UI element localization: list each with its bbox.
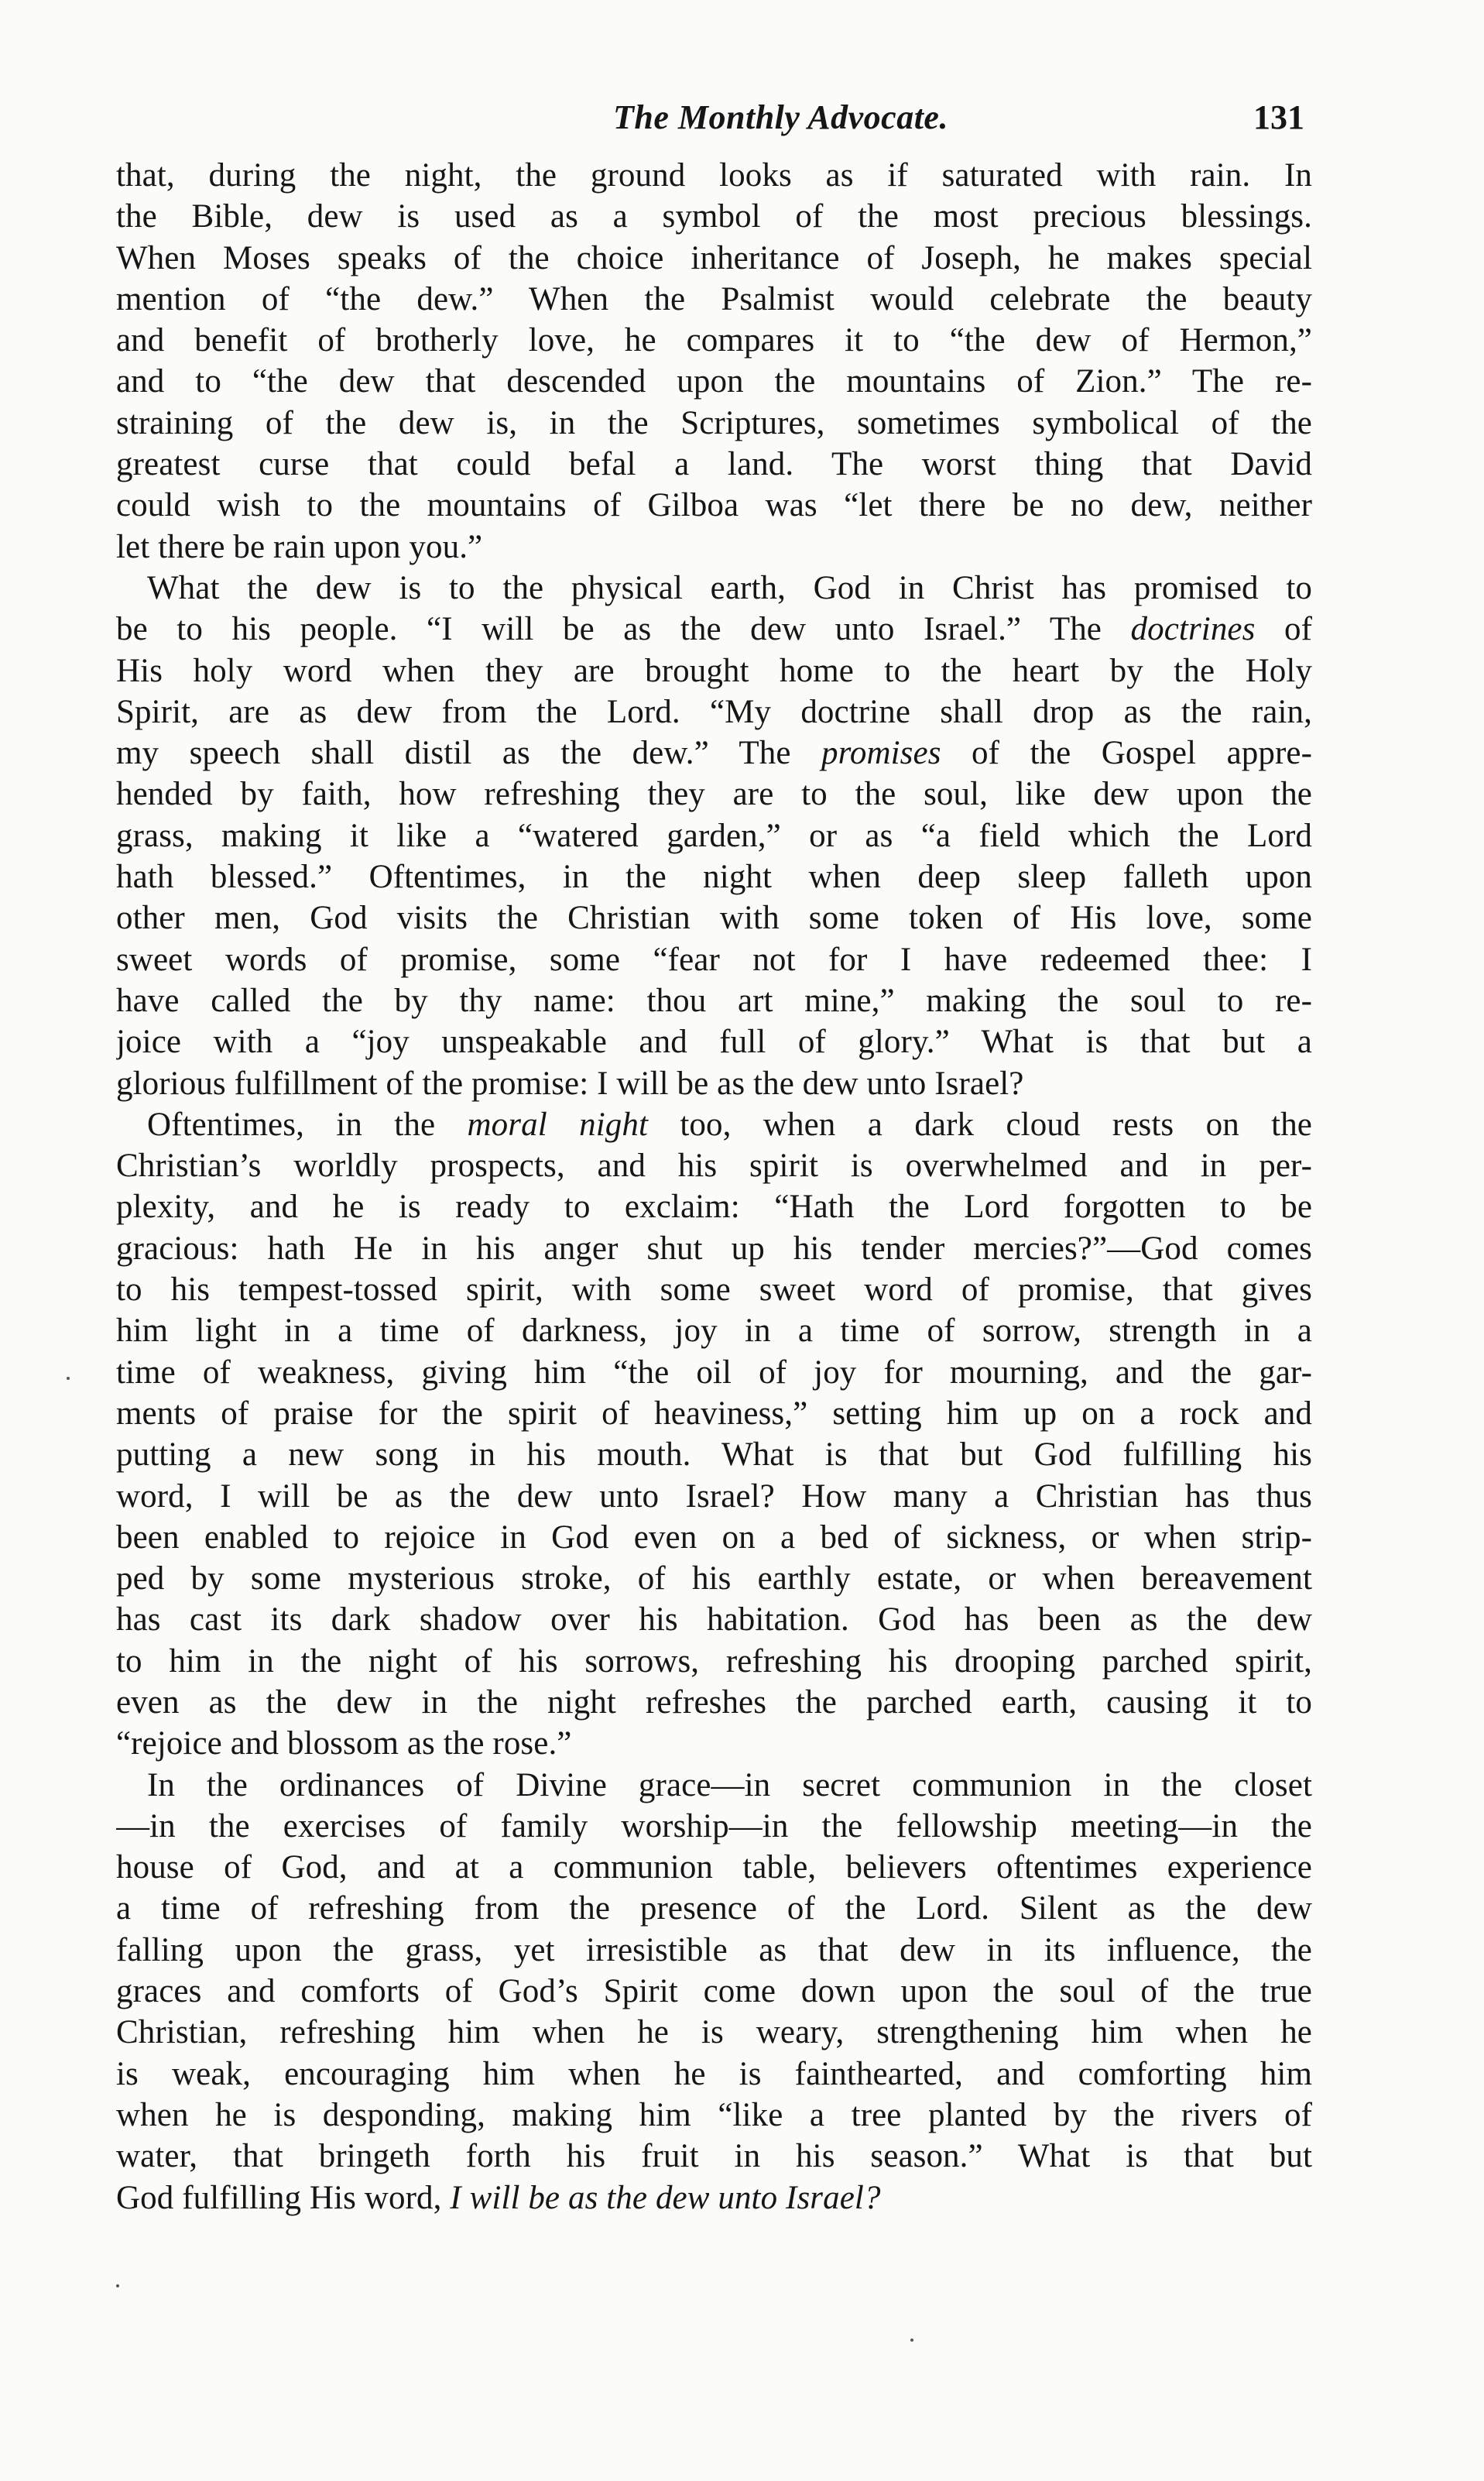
text-line: to his tempest-tossed spirit, with some sweet word of promise, that gives (116, 1271, 1312, 1309)
text-line: hath blessed.” Oftentimes, in the night when deep sleep falleth upon (116, 859, 1312, 896)
text-line: joice with a “joy unspeakable and full of glory.” What is that but a (116, 1024, 1312, 1061)
text-line: and to “the dew that descended upon the mountains of Zion.” The re- (116, 363, 1312, 400)
text-line: When Moses speaks of the choice inheritance of Joseph, he makes special (116, 239, 1312, 276)
text-line: plexity, and he is ready to exclaim: “Hath the Lord forgotten to be (116, 1189, 1312, 1226)
italic-phrase: moral night (467, 1106, 649, 1143)
text-line: other men, God visits the Christian with some token of His love, some (116, 900, 1312, 937)
text-line: word, I will be as the dew unto Israel? How many a Christian has thus (116, 1477, 1312, 1515)
text-line: a time of refreshing from the presence of the Lord. Silent as the dew (116, 1890, 1312, 1927)
text-line: time of weakness, giving him “the oil of joy for mourning, and the gar- (116, 1354, 1312, 1391)
article-body (116, 155, 1312, 2218)
text-line: ments of praise for the spirit of heaviness,” setting him up on a rock and (116, 1395, 1312, 1432)
italic-phrase: I will be as the dew unto Israel? (450, 2179, 881, 2216)
text-line: straining of the dew is, in the Scriptures, sometimes symbolical of the (116, 404, 1312, 441)
text-line: Oftentimes, in the moral night too, when a dark cloud rests on the (147, 1106, 1312, 1143)
text-line: gracious: hath He in his anger shut up his tender mercies?”—God comes (116, 1230, 1312, 1267)
text-line: sweet words of promise, some “fear not for I have redeemed thee: I (116, 941, 1312, 978)
text-line: In the ordinances of Divine grace—in secret communion in the closet (147, 1766, 1312, 1803)
journal-title: The Monthly Advocate. (613, 98, 948, 136)
text-line: to him in the night of his sorrows, refreshing his drooping parched spirit, (116, 1642, 1312, 1680)
text-line: house of God, and at a communion table, believers oftentimes experience (116, 1849, 1312, 1886)
text-line: grass, making it like a “watered garden,” or as “a field which the Lord (116, 817, 1312, 854)
text-line: even as the dew in the night refreshes the parched earth, causing it to (116, 1683, 1312, 1721)
speck-mark (67, 1377, 70, 1380)
text-line: graces and comforts of God’s Spirit come down upon the soul of the true (116, 1973, 1312, 2010)
text-line: when he is desponding, making him “like a tree planted by the rivers of (116, 2096, 1312, 2133)
text-line: been enabled to rejoice in God even on a bed of sickness, or when strip- (116, 1518, 1312, 1556)
text-line: greatest curse that could befal a land. The worst thing that David (116, 446, 1312, 483)
text-line: —in the exercises of family worship—in the fellowship meeting—in the (116, 1807, 1312, 1844)
speck-mark (910, 2339, 913, 2342)
text-line: my speech shall distil as the dew.” The promises of the Gospel appre- (116, 735, 1312, 772)
text-line: is weak, encouraging him when he is fainthearted, and comforting him (116, 2055, 1312, 2092)
text-line: mention of “the dew.” When the Psalmist would celebrate the beauty (116, 280, 1312, 317)
text-line: Christian’s worldly prospects, and his spirit is overwhelmed and in per- (116, 1148, 1312, 1185)
text-line: Christian, refreshing him when he is weary, strengthening him when he (116, 2014, 1312, 2051)
text-line: What the dew is to the physical earth, God in Christ has promised to (147, 569, 1312, 606)
text-line: have called the by thy name: thou art mine,” making the soul to re- (116, 982, 1312, 1019)
text-line: putting a new song in his mouth. What is that but God fulfilling his (116, 1436, 1312, 1474)
page-number: 131 (1253, 98, 1304, 136)
text-line: let there be rain upon you.” (116, 528, 483, 565)
text-line: the Bible, dew is used as a symbol of the most precious blessings. (116, 198, 1312, 235)
text-line: God fulfilling His word, I will be as the dew unto Israel? (116, 2179, 881, 2216)
text-line: him light in a time of darkness, joy in a time of sorrow, strength in a (116, 1313, 1312, 1350)
text-line: “rejoice and blossom as the rose.” (116, 1725, 572, 1762)
text-line: Spirit, are as dew from the Lord. “My doctrine shall drop as the rain, (116, 693, 1312, 730)
running-header (0, 84, 1484, 146)
speck-mark (116, 2284, 119, 2287)
text-line: be to his people. “I will be as the dew unto Israel.” The doctrines of (116, 611, 1312, 648)
text-line: has cast its dark shadow over his habitation. God has been as the dew (116, 1601, 1312, 1639)
text-line: could wish to the mountains of Gilboa was “let there be no dew, neither (116, 487, 1312, 524)
text-line: that, during the night, the ground looks as if saturated with rain. In (116, 157, 1312, 194)
text-line: hended by faith, how refreshing they are to the soul, like dew upon the (116, 776, 1312, 813)
text-line: His holy word when they are brought home to the heart by the Holy (116, 652, 1312, 689)
text-line: falling upon the grass, yet irresistible as that dew in its influence, the (116, 1931, 1312, 1968)
text-line: and benefit of brotherly love, he compares it to “the dew of Hermon,” (116, 322, 1312, 359)
italic-phrase: doctrines (1130, 611, 1256, 648)
text-line: glorious fulfillment of the promise: I will be as the dew unto Israel? (116, 1065, 1024, 1102)
text-line: water, that bringeth forth his fruit in his season.” What is that but (116, 2138, 1312, 2175)
italic-phrase: promises (821, 735, 941, 772)
text-line: ped by some mysterious stroke, of his earthly estate, or when bereavement (116, 1560, 1312, 1597)
